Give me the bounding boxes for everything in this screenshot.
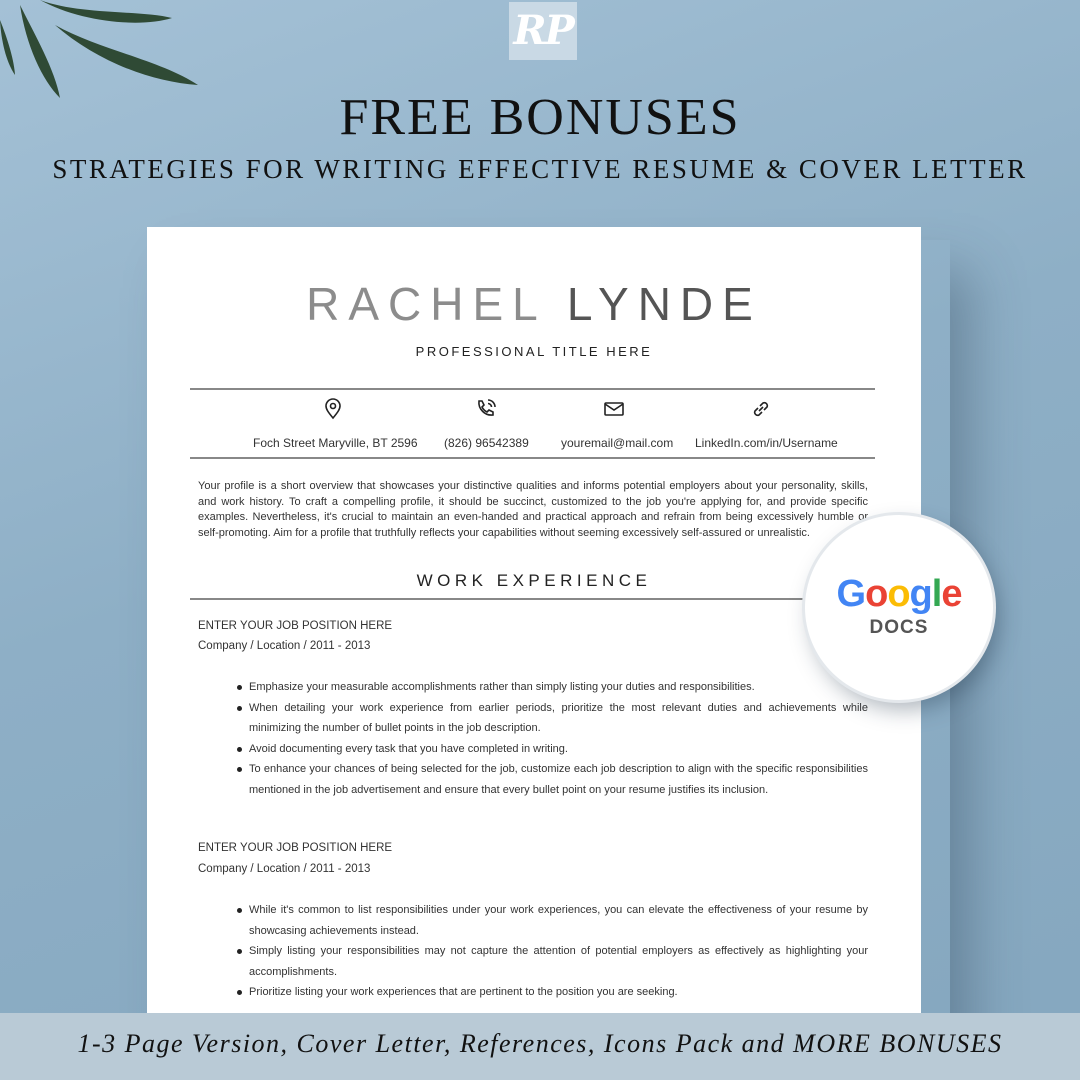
contact-phone: (826) 96542389 — [444, 436, 529, 450]
google-letter: l — [931, 573, 942, 615]
contact-email: youremail@mail.com — [561, 436, 674, 450]
profile-summary: Your profile is a short overview that showcases your distinctive qualities and informs potential employers about your personality, skills, and work history. To craft a compelling profile, it should be succinct, customized to the job you're applying for, and provide specific examples. Nevertheless, it's crucial to maintain an even-handed and practical approach and refrain from being excessively humble or self-promoting. Aim for a profile that truthfully reflects your capabilities without seeming excessively self-assured or unrealistic. — [198, 480, 868, 539]
last-name: LYNDE — [566, 278, 762, 330]
divider — [190, 388, 875, 390]
footer-text: 1-3 Page Version, Cover Letter, References, Icons Pack and MORE BONUSES — [77, 1029, 1003, 1058]
job-company: Company / Location / 2011 - 2013 — [198, 863, 371, 875]
job-position: ENTER YOUR JOB POSITION HERE — [198, 842, 393, 854]
google-letter: G — [836, 573, 866, 615]
job-bullets — [237, 677, 868, 800]
brand-logo: RP — [509, 2, 577, 60]
docs-label: DOCS — [869, 617, 929, 638]
google-logo — [805, 573, 993, 616]
page-subtitle: STRATEGIES FOR WRITING EFFECTIVE RESUME & COVER LETTER — [52, 154, 1028, 184]
professional-title: PROFESSIONAL TITLE HERE — [415, 344, 653, 359]
divider — [190, 457, 875, 459]
contact-address: Foch Street Maryville, BT 2596 — [253, 436, 418, 450]
list-item: When detailing your work experience from earlier periods, prioritize the most relevant duties and achievements while minimizing the number of bullet points in the job description. — [237, 698, 868, 739]
first-name: RACHEL — [306, 278, 546, 330]
phone-icon — [474, 397, 498, 421]
list-item: While it's common to list responsibilities under your work experiences, you can elevate the effectiveness of your resume by showcasing achievements instead. — [237, 900, 868, 941]
link-icon — [749, 397, 773, 421]
location-pin-icon — [321, 397, 345, 421]
google-letter: g — [909, 573, 932, 615]
list-item: Simply listing your responsibilities may not capture the attention of potential employers as effectively as highlighting your accomplishments. — [237, 941, 868, 982]
section-title-work-experience: WORK EXPERIENCE — [416, 571, 652, 590]
list-item: Avoid documenting every task that you have completed in writing. — [237, 739, 868, 760]
resume-name — [147, 277, 921, 331]
google-docs-badge — [805, 515, 993, 700]
google-letter: o — [887, 573, 910, 615]
job-company: Company / Location / 2011 - 2013 — [198, 640, 371, 652]
page-title: FREE BONUSES — [339, 89, 741, 146]
footer-banner — [0, 1013, 1080, 1080]
job-position: ENTER YOUR JOB POSITION HERE — [198, 620, 393, 632]
envelope-icon — [602, 397, 626, 421]
divider — [190, 598, 875, 600]
contact-linkedin: LinkedIn.com/in/Username — [695, 436, 838, 450]
google-letter: o — [865, 573, 888, 615]
job-bullets — [237, 900, 868, 1003]
list-item: To enhance your chances of being selected for the job, customize each job description to align with the specific responsibilities mentioned in the job advertisement and ensure that every bullet point on your resume justifies its inclusion. — [237, 759, 868, 800]
google-letter: e — [941, 573, 962, 615]
list-item: Prioritize listing your work experiences that are pertinent to the position you are seeking. — [237, 982, 868, 1003]
list-item: Emphasize your measurable accomplishments rather than simply listing your duties and responsibilities. — [237, 677, 868, 698]
